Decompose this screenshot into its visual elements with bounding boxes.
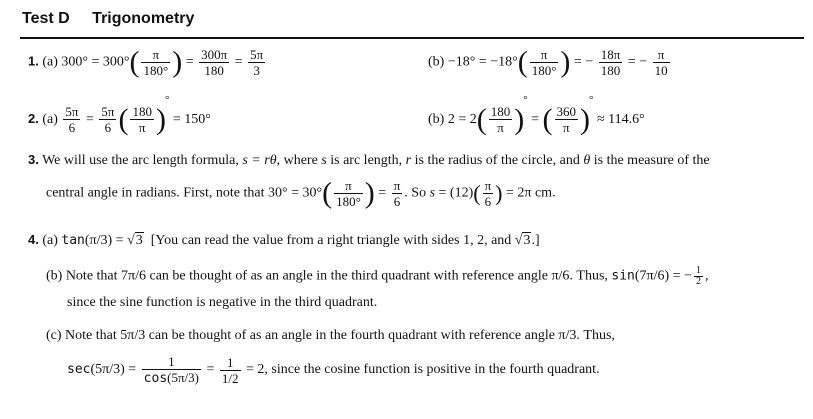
problem-4b-line1: (b) Note that 7π/6 can be thought of as an angle in the third quadrant with reference angle π/6. Thus, sin(7π/6) = − $\frac{1}{2}$ , bbox=[46, 265, 709, 287]
problem-3-line2: central angle in radians. First, note that 30° = 30°( $\frac{\pi}{180^\circ}$ ) = $\frac{\pi}{6}$ . So s = (12)( $\frac{\pi}{6}$ ) = 2π cm. bbox=[46, 176, 556, 210]
problem-3-line1: 3. We will use the arc length formula, s = rθ, where s is arc length, r is the radius of the circle, and θ is the measure of the bbox=[28, 152, 710, 168]
problem-4c-line2: sec(5π/3) = $\frac{1}{\cos(5\pi/3)}$ = $\frac{1}{1/2}$ = 2, since the cosine function is positive in the fourth quadrant. bbox=[67, 354, 600, 386]
problem-4c-line1: (c) Note that 5π/3 can be thought of as an angle in the fourth quadrant with reference angle π/3. Thus, bbox=[46, 328, 615, 343]
test-label: Test D bbox=[22, 10, 70, 27]
header-rule bbox=[20, 37, 804, 39]
page-header bbox=[22, 10, 212, 28]
problem-1b: (b) −18° = −18°( $\frac{\pi}{180^\circ}$ ) = − $\frac{18\pi}{180}$ = − $\frac{\pi}{10}$ bbox=[428, 45, 668, 79]
subject-title: Trigonometry bbox=[92, 10, 195, 27]
problem-2a: 2. (a) $\frac{5\pi}{6}$ = $\frac{5\pi}{6}$ ( $\frac{180}{\pi}$ )° = 150° bbox=[28, 94, 211, 136]
problem-4a: 4. (a) tan(π/3) = √3 [You can read the value from a right triangle with sides 1, 2, and √3.] bbox=[28, 232, 540, 248]
problem-1a: 1. (a) 300° = 300°( $\frac{\pi}{180^\circ}$ ) = $\frac{300\pi}{180}$ = $\frac{5\pi}{3}$ bbox=[28, 45, 264, 79]
problem-4b-line2: since the sine function is negative in the third quadrant. bbox=[67, 295, 378, 310]
problem-2b: (b) 2 = 2( $\frac{180}{\pi}$ )° = ( $\frac{360}{\pi}$ )° ≈ 114.6° bbox=[428, 94, 645, 136]
